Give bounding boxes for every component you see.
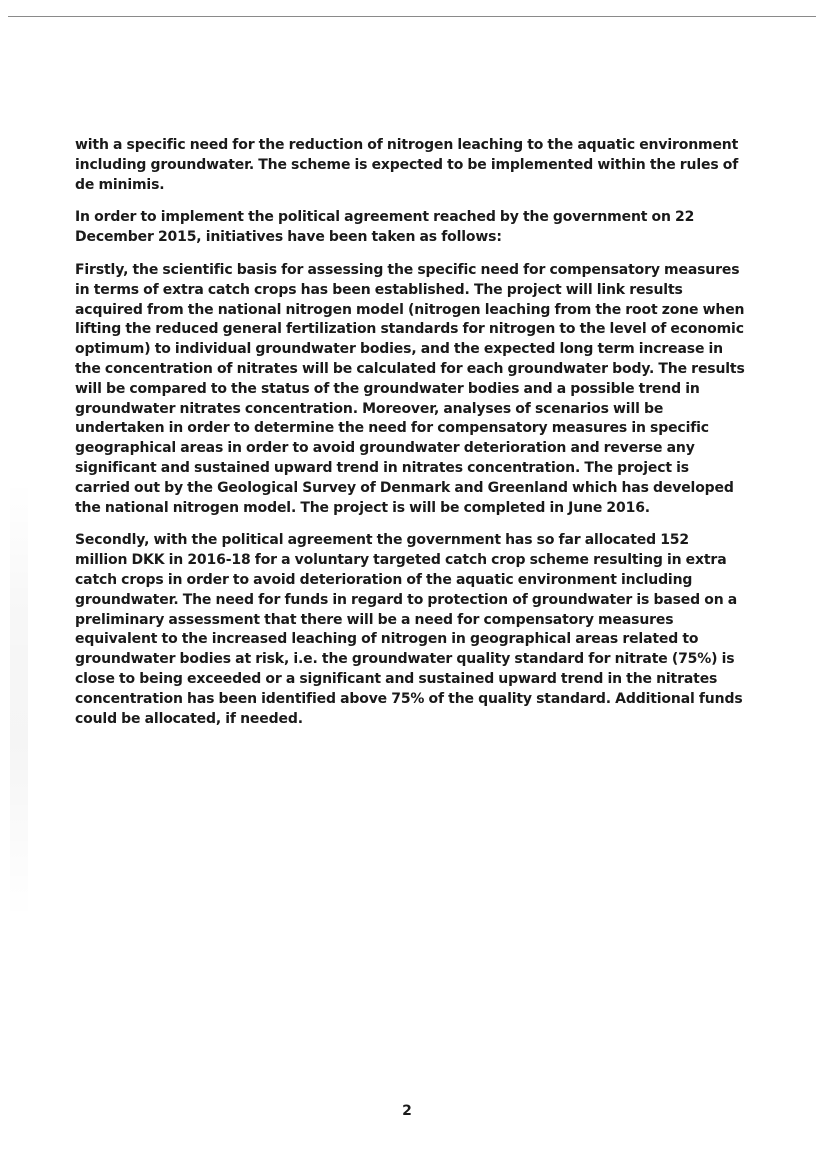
- body-text: [75, 136, 745, 742]
- paragraph-initiatives-intro: In order to implement the political agreement reached by the government on 22 December 2015, initiatives have been taken as follows:: [75, 209, 695, 246]
- page-number: 2: [402, 1103, 412, 1119]
- paragraph-secondly: Secondly, with the political agreement the government has so far allocated 152 million DKK in 2016-18 for a voluntary targeted catch crop scheme resulting in extra catch crops in order to avoid deterioration of the aquatic environment including groundwater. The need for funds in regard to protection of groundwater is based on a preliminary assessment that there will be a need for compensatory measures equivalent to the increased leaching of nitrogen in geographical areas related to groundwater bodies at risk, i.e. the groundwater quality standard for nitrate (75%) is close to being exceeded or a significant and sustained upward trend in the nitrates concentration has been identified above 75% of the quality standard. Additional funds could be allocated, if needed.: [75, 532, 743, 727]
- paragraph-firstly: Firstly, the scientific basis for assessing the specific need for compensatory measures in terms of extra catch crops has been established. The project will link results acquired from the national nitrogen model (nitrogen leaching from the root zone when lifting the reduced general fertilization standards for nitrogen to the level of economic optimum) to individual groundwater bodies, and the expected long term increase in the concentration of nitrates will be calculated for each groundwater body. The results will be compared to the status of the groundwater bodies and a possible trend in groundwater nitrates concentration. Moreover, analyses of scenarios will be undertaken in order to determine the need for compensatory measures in specific geographical areas in order to avoid groundwater deterioration and reverse any significant and sustained upward trend in nitrates concentration. The project is carried out by the Geological Survey of Denmark and Greenland which has developed the national nitrogen model. The project is will be completed in June 2016.: [75, 261, 745, 516]
- scan-margin-artifact: [10, 480, 28, 920]
- paragraph-continuation: with a specific need for the reduction of nitrogen leaching to the aquatic environment including groundwater. The scheme is expected to be implemented within the rules of de minimis.: [75, 137, 739, 193]
- header-rule: [8, 16, 816, 17]
